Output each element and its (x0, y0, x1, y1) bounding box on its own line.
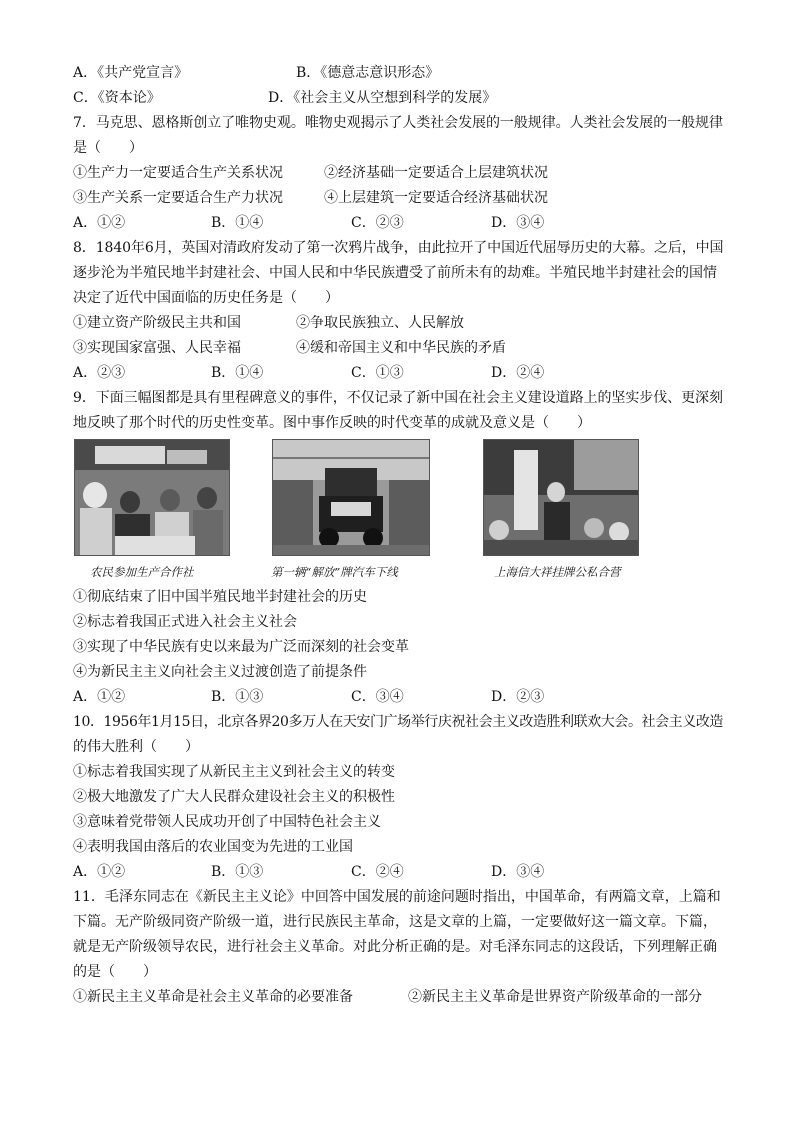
caption-farmers-cooperative: 农民参加生产合作社 (90, 565, 194, 579)
q10-option-d: D．③④ (491, 864, 545, 880)
q10-option-b: B．①③ (211, 864, 264, 880)
q10-option-c: C．②④ (351, 864, 404, 880)
q11-statement-2: ②新民主主义革命是世界资产阶级革命的一部分 (408, 989, 702, 1005)
q11-stem-line-3: 就是无产阶级领导农民，进行社会主义革命。对此分析正确的是。对毛泽东同志的这段话，下列理解正确 (73, 939, 717, 955)
q10-statement-4: ④表明我国由落后的农业国变为先进的工业国 (73, 839, 353, 855)
q7-option-a: A．①② (73, 215, 126, 231)
q9-stem-line-1: 9．下面三幅图都是具有里程碑意义的事件，不仅记录了新中国在社会主义建设道路上的坚实步伐、更深刻 (73, 390, 723, 406)
q7-stem-line-1: 7．马克思、恩格斯创立了唯物史观。唯物史观揭示了人类社会发展的一般规律。人类社会发展的一般规律 (73, 115, 723, 131)
q8-statement-1: ①建立资产阶级民主共和国 (73, 315, 241, 331)
photo-shop-public-private (483, 439, 639, 556)
q9-option-a: A．①② (73, 689, 126, 705)
q10-stem-line-1: 10．1956年1月15日，北京各界20多万人在天安门广场举行庆祝社会主义改造胜利联欢大会。社会主义改造 (73, 714, 723, 730)
photo-jiefang-truck (272, 439, 430, 556)
q7-stem-line-2: 是（ ） (73, 140, 143, 156)
q8-statement-4: ④缓和帝国主义和中华民族的矛盾 (296, 340, 506, 356)
q10-stem-line-2: 的伟大胜利（ ） (73, 739, 199, 755)
q11-stem-line-1: 11．毛泽东同志在《新民主主义论》中回答中国发展的前途问题时指出，中国革命，有两篇文章，上篇和 (73, 889, 721, 905)
q8-option-a: A．②③ (73, 365, 126, 381)
q9-option-c: C．③④ (351, 689, 404, 705)
q11-statement-1: ①新民主主义革命是社会主义革命的必要准备 (73, 989, 353, 1005)
q10-option-a: A．①② (73, 864, 126, 880)
q11-stem-line-2: 下篇。无产阶级同资产阶级一道，进行民族民主革命，这是文章的上篇，一定要做好这一篇文章。下篇， (73, 914, 717, 930)
q6-option-a: A．《共产党宣言》 (73, 65, 189, 81)
q7-option-b: B．①④ (211, 215, 264, 231)
q10-statement-3: ③意味着党带领人民成功开创了中国特色社会主义 (73, 814, 381, 830)
q7-option-c: C．②③ (351, 215, 404, 231)
photo-farmers-cooperative (74, 439, 230, 556)
q7-option-d: D．③④ (491, 215, 545, 231)
photo-jiefang-truck-image (273, 440, 429, 555)
q8-stem-line-1: 8．1840年6月，英国对清政府发动了第一次鸦片战争，由此拉开了中国近代屈辱历史的大幕。之后，中国 (73, 240, 724, 256)
q9-statement-3: ③实现了中华民族有史以来最为广泛而深刻的社会变革 (73, 639, 409, 655)
caption-shop-public-private: 上海信大祥挂牌公私合营 (494, 565, 621, 579)
q7-statement-1: ①生产力一定要适合生产关系状况 (73, 165, 283, 181)
q7-statement-4: ④上层建筑一定要适合经济基础状况 (324, 190, 548, 206)
q9-option-d: D．②③ (491, 689, 545, 705)
q7-statement-2: ②经济基础一定要适合上层建筑状况 (324, 165, 548, 181)
q10-statement-2: ②极大地激发了广大人民群众建设社会主义的积极性 (73, 789, 395, 805)
photo-farmers-cooperative-image (75, 440, 229, 555)
q9-statement-1: ①彻底结束了旧中国半殖民地半封建社会的历史 (73, 589, 367, 605)
q8-statement-3: ③实现国家富强、人民幸福 (73, 340, 241, 356)
q8-stem-line-2: 逐步沦为半殖民地半封建社会、中国人民和中华民族遭受了前所未有的劫难。半殖民地半封建社会的国情 (73, 265, 717, 281)
caption-jiefang-truck: 第一辆“解放”牌汽车下线 (271, 565, 398, 579)
q6-option-d: D．《社会主义从空想到科学的发展》 (268, 90, 497, 106)
q6-option-c: C．《资本论》 (73, 90, 161, 106)
q8-option-c: C．①③ (351, 365, 404, 381)
q11-stem-line-4: 的是（ ） (73, 964, 157, 980)
q6-option-b: B．《德意志意识形态》 (296, 65, 440, 81)
q7-statement-3: ③生产关系一定要适合生产力状况 (73, 190, 283, 206)
q8-stem-line-3: 决定了近代中国面临的历史任务是（ ） (73, 290, 339, 306)
q8-option-d: D．②④ (491, 365, 545, 381)
q8-option-b: B．①④ (211, 365, 264, 381)
q9-stem-line-2: 地反映了那个时代的历史性变革。图中事作反映的时代变革的成就及意义是（ ） (73, 415, 591, 431)
q9-option-b: B．①③ (211, 689, 264, 705)
q8-statement-2: ②争取民族独立、人民解放 (296, 315, 464, 331)
q9-statement-4: ④为新民主主义向社会主义过渡创造了前提条件 (73, 664, 367, 680)
q10-statement-1: ①标志着我国实现了从新民主主义到社会主义的转变 (73, 764, 395, 780)
q9-statement-2: ②标志着我国正式进入社会主义社会 (73, 614, 297, 630)
photo-shop-public-private-image (484, 440, 638, 555)
